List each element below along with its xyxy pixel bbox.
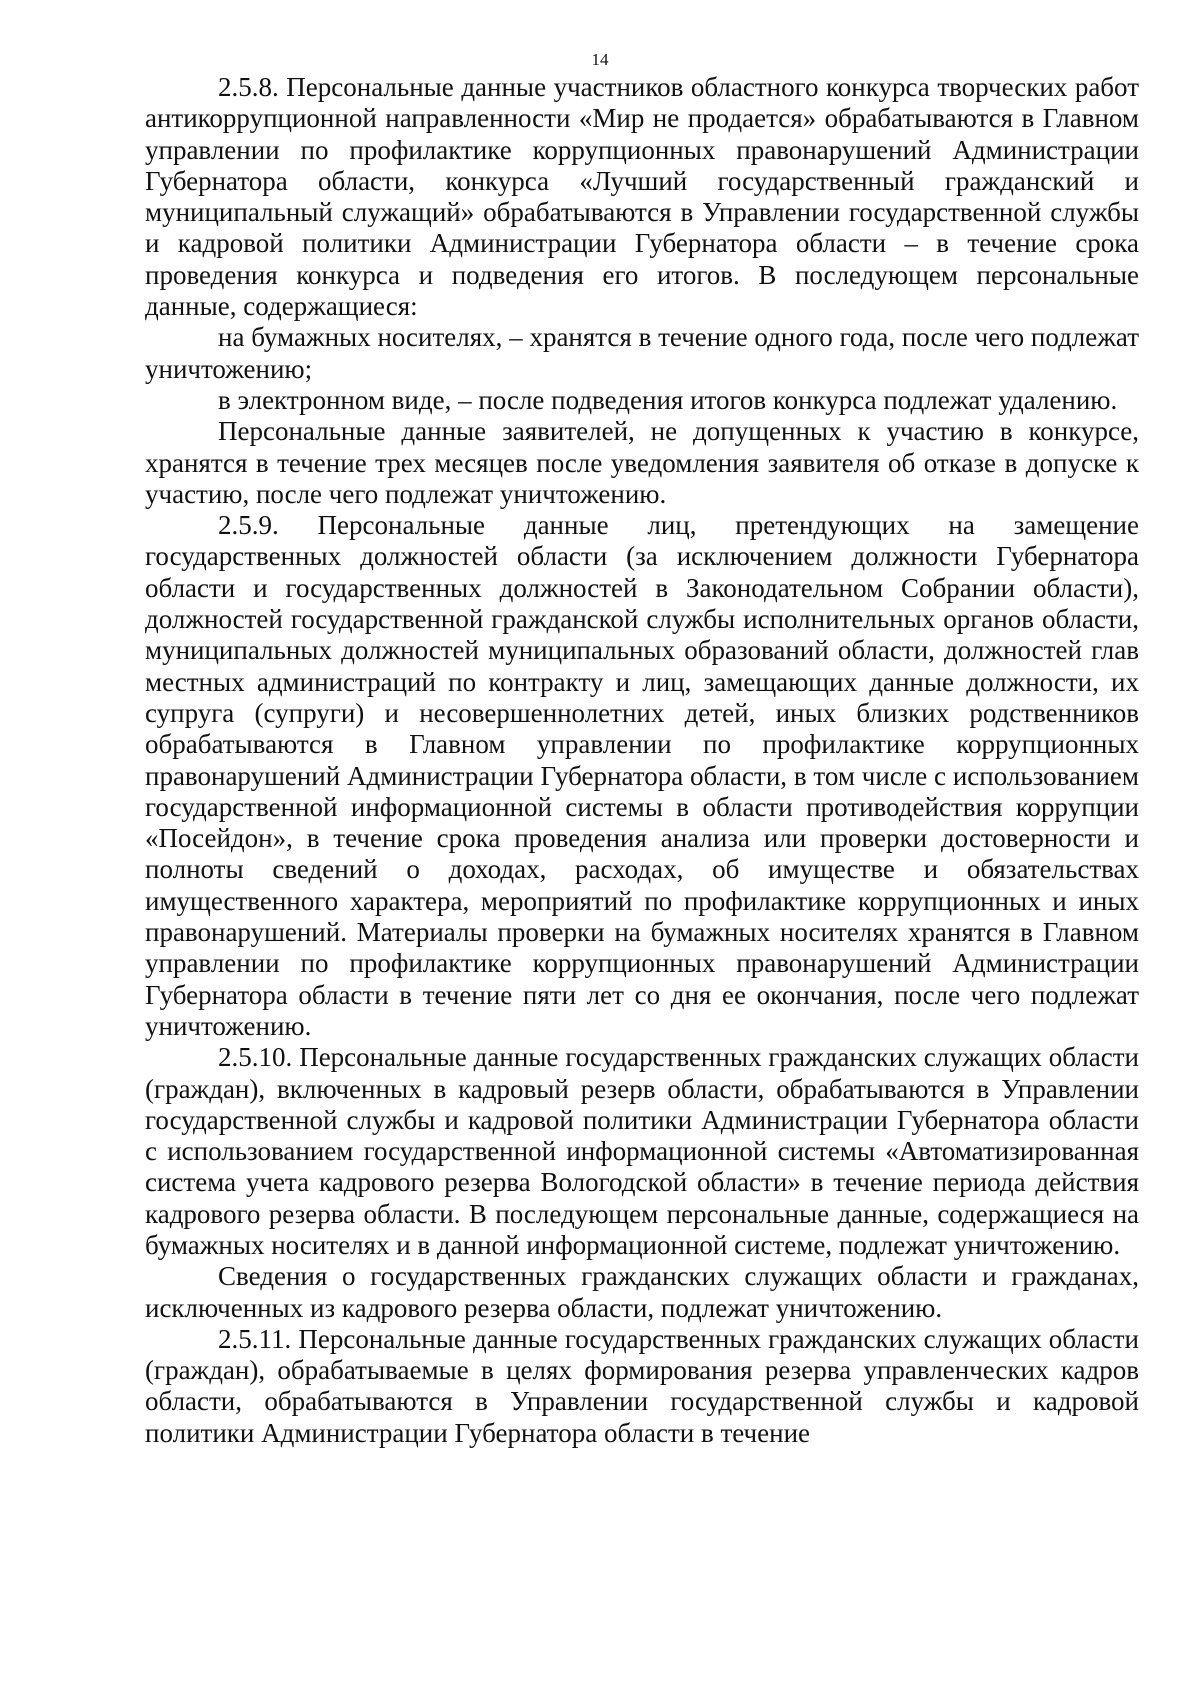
paragraph-2-5-11: 2.5.11. Персональные данные государственных гражданских служащих области (граждан), обрабатываемые в целях формирования резерва управленческих кадров области, обрабатываются в Управлении государственной службы и кадровой политики Администрации Губернатора области в течение [145,1323,1139,1448]
paragraph-applicants: Персональные данные заявителей, не допущенных к участию в конкурсе, хранятся в течение трех месяцев после уведомления заявителя об отказе в допуске к участию, после чего подлежат уничтожению. [145,416,1139,509]
paragraph-electronic-form: в электронном виде, – после подведения итогов конкурса подлежат удалению. [218,384,1118,415]
document-body [145,72,1139,1449]
paragraph-2-5-8: 2.5.8. Персональные данные участников областного конкурса творческих работ антикоррупционной направленности «Мир не продается» обрабатываются в Главном управлении по профилактике коррупционных правонарушений Администрации Губернатора области, конкурса «Лучший государственный гражданский и муниципальный служащий» обрабатываются в Управлении государственной службы и кадровой политики Администрации Губернатора области – в течение срока проведения конкурса и подведения его итогов. В последующем персональные данные, содержащиеся: [145,72,1139,322]
paragraph-excluded-reserve: Сведения о государственных гражданских служащих области и гражданах, исключенных из кадрового резерва области, подлежат уничтожению. [145,1261,1139,1323]
page-number: 14 [591,50,609,69]
paragraph-2-5-9: 2.5.9. Персональные данные лиц, претендующих на замещение государственных должностей области (за исключением должности Губернатора области и государственных должностей в Законодательном Собрании области), должностей государственной гражданской службы исполнительных органов области, муниципальных должностей муниципальных образований области, должностей глав местных администраций по контракту и лиц, замещающих данные должности, их супруга (супруги) и несовершеннолетних детей, иных близких родственников обрабатываются в Главном управлении по профилактике коррупционных правонарушений Администрации Губернатора области, в том числе с использованием государственной информационной системы в области противодействия коррупции «Посейдон», в течение срока проведения анализа или проверки достоверности и полноты сведений о доходах, расходах, об имуществе и обязательствах имущественного характера, мероприятий по профилактике коррупционных и иных правонарушений. Материалы проверки на бумажных носителях хранятся в Главном управлении по профилактике коррупционных правонарушений Администрации Губернатора области в течение пяти лет со дня ее окончания, после чего подлежат уничтожению. [145,510,1139,1041]
paragraph-paper-media: на бумажных носителях, – хранятся в течение одного года, после чего подлежат уничтожению; [145,322,1139,384]
paragraph-2-5-10: 2.5.10. Персональные данные государственных гражданских служащих области (граждан), включенных в кадровый резерв области, обрабатываются в Управлении государственной службы и кадровой политики Администрации Губернатора области с использованием государственной информационной системы «Автоматизированная система учета кадрового резерва Вологодской области» в течение периода действия кадрового резерва области. В последующем персональные данные, содержащиеся на бумажных носителях и в данной информационной системе, подлежат уничтожению. [145,1042,1139,1260]
